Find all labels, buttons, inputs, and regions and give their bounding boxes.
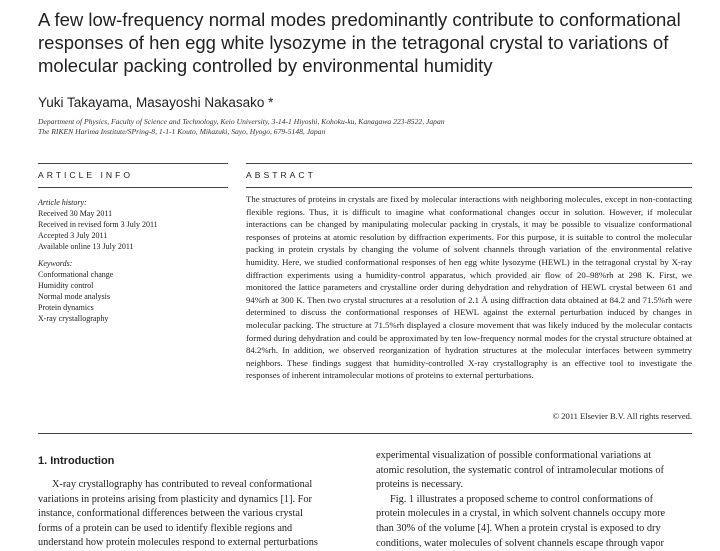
abstract-heading: ABSTRACT: [246, 170, 316, 180]
intro-line: proteins is necessary.: [376, 479, 464, 491]
keyword: X-ray crystallography: [38, 314, 109, 323]
intro-line: experimental visualization of possible conformational variations at: [376, 450, 652, 461]
abstract-bottom-rule: [38, 433, 692, 434]
history-label: Article history:: [38, 198, 87, 207]
introduction-heading: 1. Introduction: [38, 455, 115, 467]
intro-line: protein molecules in a crystal, in which solvent channels occupy more: [376, 508, 666, 520]
history-online: Available online 13 July 2011: [38, 242, 134, 251]
intro-right-column: [376, 449, 694, 551]
intro-line: Fig. 1 illustrates a proposed scheme to control conformations of: [390, 493, 654, 505]
keywords-label: Keywords:: [38, 259, 73, 268]
abstract-top-rule: [246, 163, 692, 164]
intro-line: conditions, water molecules of solvent channels escape through vapor: [376, 537, 664, 549]
intro-line: variations in proteins arising from plasticity and dynamics [1]. For: [38, 493, 312, 505]
intro-left-column: [38, 478, 356, 551]
keyword: Humidity control: [38, 281, 94, 290]
copyright-notice: © 2011 Elsevier B.V. All rights reserved.: [552, 411, 692, 421]
article-info-mid-rule: [38, 187, 228, 188]
intro-line: understand how protein molecules respond to external perturbations: [38, 537, 318, 549]
article-info-top-rule: [38, 163, 228, 164]
article-info-heading: ARTICLE INFO: [38, 170, 134, 180]
history-revised: Received in revised form 3 July 2011: [38, 220, 158, 229]
article-title: A few low-frequency normal modes predominantly contribute to conformational responses of hen egg white lysozyme in the tetragonal crystal to variations of molecular packing controlled by environmental humidity: [38, 9, 681, 76]
affiliation-1: Department of Physics, Faculty of Science and Technology, Keio University, 3-14-1 Hiyoshi, Kohoku-ku, Kanagawa 223-8522, Japan: [38, 117, 445, 126]
keyword: Conformational change: [38, 270, 114, 279]
article-info: [38, 197, 228, 324]
author-list: Yuki Takayama, Masayoshi Nakasako *: [38, 95, 274, 110]
intro-line: instance, conformational differences between the various crystal: [38, 508, 303, 520]
intro-line: X-ray crystallography has contributed to reveal conformational: [52, 479, 313, 490]
history-received: Received 30 May 2011: [38, 209, 113, 218]
abstract-mid-rule: [246, 187, 692, 188]
intro-line: atomic resolution, the systematic control of intramolecular motions of: [376, 464, 664, 476]
intro-line: than 30% of the volume [4]. When a protein crystal is exposed to dry: [376, 522, 661, 534]
history-accepted: Accepted 3 July 2011: [38, 231, 108, 240]
intro-line: forms of a protein can be used to identify flexible regions and: [38, 522, 293, 534]
abstract-text: The structures of proteins in crystals are fixed by molecular interactions with neighboring molecules, except in non-contacting flexible regions. Thus, it is difficult to imagine what conformational changes occur in solution. However, if molecular interactions can be changed by manipulating molecular packing in crystals, it may be possible to visualize conformational responses of proteins at atomic resolution by diffraction experiments. For this purpose, it is suitable to control the molecular packing in protein crystals by changing the volume of solvent channels through variation of the environmental relative humidity. Here, we studied conformational responses of hen egg white lysozyme (HEWL) in the tetragonal crystal by X-ray diffraction experiments using a humidity-control apparatus, which provided air flow of 20–98%rh at 298 K. First, we monitored the lattice parameters and crystalline order during dehydration and rehydration of HEWL crystal between 61 and 94%rh at 300 K. Then two crystal structures at a resolution of 2.1 Å using diffraction data obtained at 84.2 and 71.5%rh were determined to discuss the conformational responses of HEWL against the external perturbation induced by changes in molecular packing. The structure at 71.5%rh displayed a closure movement that was likely induced by the molecular contacts formed during dehydration and could be approximated by ten low-frequency normal modes for the crystal structure obtained at 84.2%rh. In addition, we observed reorganization of hydration structures at the molecular interfaces between symmetry neighbors. These findings suggest that humidity-controlled X-ray crystallography is an effective tool to investigate the responses of inherent intramolecular motions of proteins to external perturbations.: [246, 194, 692, 381]
keyword: Normal mode analysis: [38, 292, 110, 301]
affiliation-2: The RIKEN Harima Institute/SPring-8, 1-1-1 Kouto, Mikazuki, Sayo, Hyogo, 679-5148, Japan: [38, 127, 326, 136]
keyword: Protein dynamics: [38, 303, 94, 312]
